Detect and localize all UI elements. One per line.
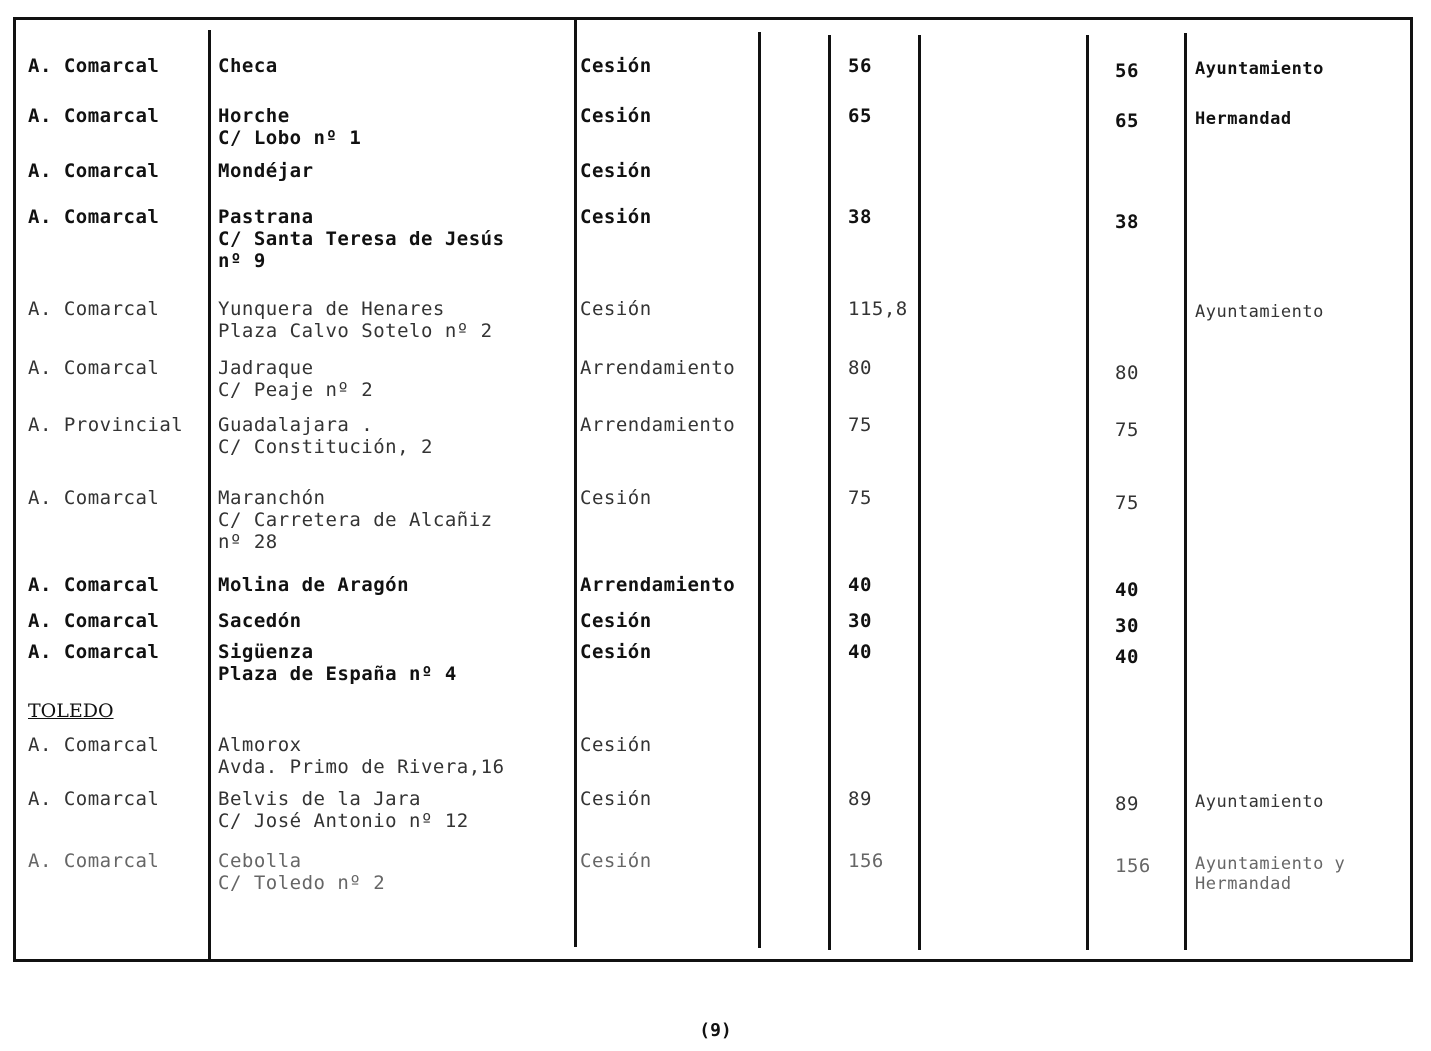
column-divider	[758, 32, 761, 948]
column-divider	[574, 17, 577, 947]
section-heading: TOLEDO	[28, 700, 114, 722]
row-owner: Hermandad	[1195, 109, 1292, 129]
page-number: (9)	[699, 1020, 732, 1041]
row-tenure: Cesión	[580, 641, 652, 663]
row-surface-a: 75	[848, 414, 872, 436]
row-surface-a: 30	[848, 610, 872, 632]
row-surface-b: 40	[1115, 579, 1139, 601]
row-type: A. Comarcal	[28, 487, 160, 509]
row-surface-a: 89	[848, 788, 872, 810]
column-divider	[828, 35, 831, 950]
row-type: A. Comarcal	[28, 788, 160, 810]
row-surface-b: 75	[1115, 419, 1139, 441]
row-surface-a: 115,8	[848, 298, 908, 320]
row-surface-b: 65	[1115, 110, 1139, 132]
row-surface-a: 40	[848, 574, 872, 596]
row-surface-b: 56	[1115, 60, 1139, 82]
row-surface-b: 80	[1115, 362, 1139, 384]
column-divider	[918, 35, 921, 950]
row-type: A. Comarcal	[28, 55, 160, 77]
column-divider	[1184, 33, 1187, 950]
row-type: A. Comarcal	[28, 298, 160, 320]
row-tenure: Cesión	[580, 850, 652, 872]
row-surface-a: 56	[848, 55, 872, 77]
row-tenure: Cesión	[580, 55, 652, 77]
row-owner: Ayuntamiento	[1195, 302, 1324, 322]
row-type: A. Comarcal	[28, 105, 160, 127]
row-tenure: Arrendamiento	[580, 357, 736, 379]
column-divider	[1086, 35, 1089, 950]
row-surface-a: 40	[848, 641, 872, 663]
row-type: A. Comarcal	[28, 850, 160, 872]
row-surface-a: 156	[848, 850, 884, 872]
row-owner: Ayuntamiento y Hermandad	[1195, 854, 1346, 894]
row-surface-b: 38	[1115, 211, 1139, 233]
row-location: Sigüenza Plaza de España nº 4	[218, 641, 457, 685]
row-tenure: Cesión	[580, 487, 652, 509]
row-location: Belvis de la Jara C/ José Antonio nº 12	[218, 788, 469, 832]
row-tenure: Cesión	[580, 298, 652, 320]
row-surface-b: 89	[1115, 793, 1139, 815]
row-surface-b: 156	[1115, 855, 1151, 877]
row-location: Guadalajara . C/ Constitución, 2	[218, 414, 433, 458]
row-owner: Ayuntamiento	[1195, 59, 1324, 79]
row-location: Yunquera de Henares Plaza Calvo Sotelo nº 2	[218, 298, 493, 342]
row-location: Almorox Avda. Primo de Rivera,16	[218, 734, 505, 778]
column-divider	[208, 30, 211, 962]
row-type: A. Comarcal	[28, 574, 160, 596]
row-type: A. Comarcal	[28, 734, 160, 756]
row-tenure: Cesión	[580, 788, 652, 810]
row-tenure: Cesión	[580, 160, 652, 182]
row-tenure: Cesión	[580, 105, 652, 127]
row-owner: Ayuntamiento	[1195, 792, 1324, 812]
row-type: A. Comarcal	[28, 610, 160, 632]
row-location: Maranchón C/ Carretera de Alcañiz nº 28	[218, 487, 493, 553]
row-location: Mondéjar	[218, 160, 314, 182]
row-type: A. Comarcal	[28, 641, 160, 663]
row-location: Checa	[218, 55, 278, 77]
row-tenure: Arrendamiento	[580, 414, 736, 436]
row-surface-b: 75	[1115, 492, 1139, 514]
row-location: Molina de Aragón	[218, 574, 410, 596]
row-type: A. Comarcal	[28, 160, 160, 182]
row-location: Cebolla C/ Toledo nº 2	[218, 850, 386, 894]
row-type: A. Comarcal	[28, 357, 160, 379]
row-location: Horche C/ Lobo nº 1	[218, 105, 362, 149]
row-location: Sacedón	[218, 610, 302, 632]
row-location: Jadraque C/ Peaje nº 2	[218, 357, 374, 401]
row-location: Pastrana C/ Santa Teresa de Jesús nº 9	[218, 206, 505, 272]
row-surface-a: 65	[848, 105, 872, 127]
row-surface-a: 80	[848, 357, 872, 379]
row-tenure: Arrendamiento	[580, 574, 736, 596]
row-surface-b: 30	[1115, 615, 1139, 637]
row-tenure: Cesión	[580, 734, 652, 756]
row-tenure: Cesión	[580, 206, 652, 228]
row-surface-a: 75	[848, 487, 872, 509]
row-surface-a: 38	[848, 206, 872, 228]
row-tenure: Cesión	[580, 610, 652, 632]
row-type: A. Comarcal	[28, 206, 160, 228]
row-type: A. Provincial	[28, 414, 184, 436]
row-surface-b: 40	[1115, 646, 1139, 668]
